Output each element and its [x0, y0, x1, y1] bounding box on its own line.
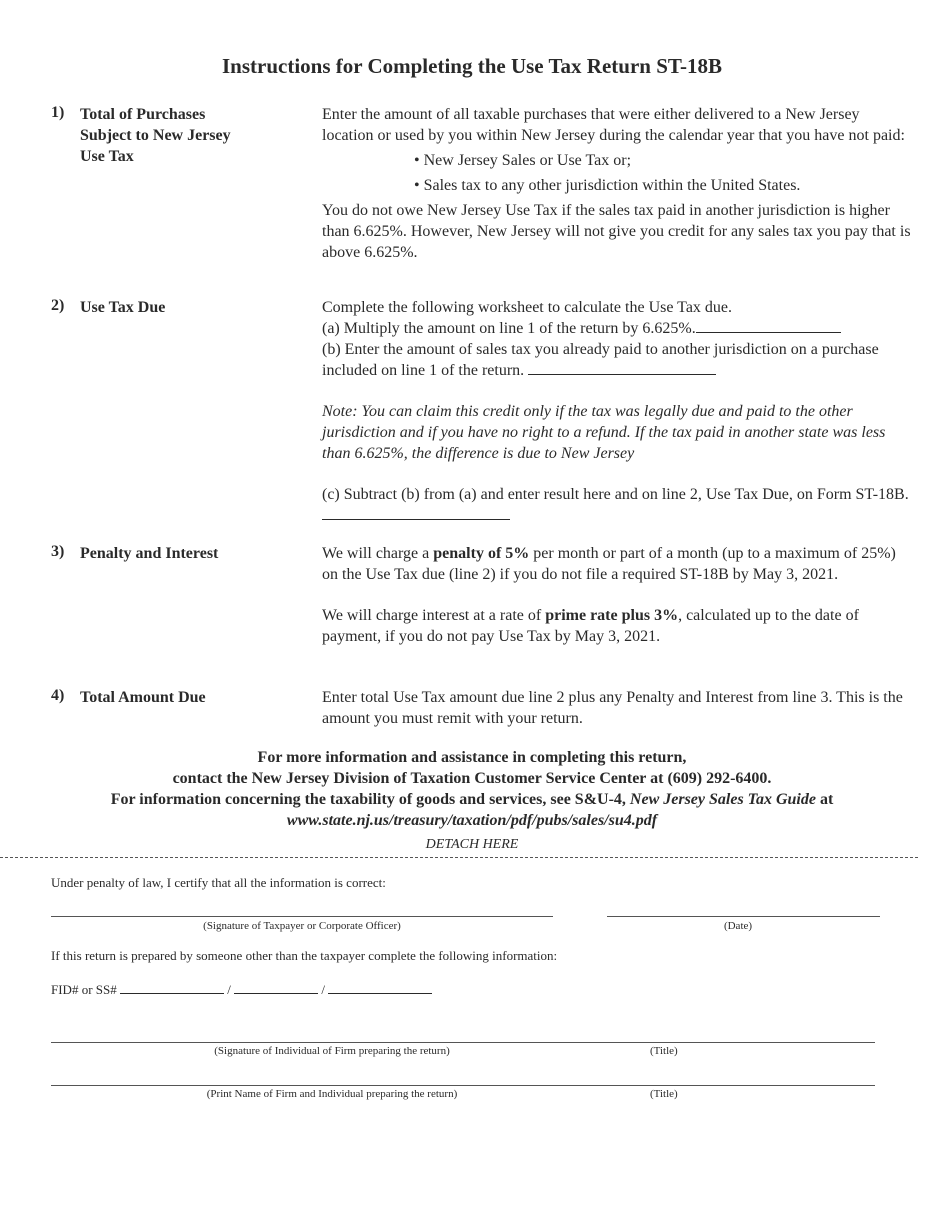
info-line: contact the New Jersey Division of Taxation Customer Service Center at (609) 292-6400.: [172, 770, 772, 787]
detach-line: [0, 857, 918, 858]
info-text: at: [815, 791, 834, 808]
worksheet-line-c-blank[interactable]: [322, 505, 510, 520]
section-2-body: [322, 297, 912, 526]
worksheet-note: Note: You can claim this credit only if the tax was legally due and paid to the other jurisdiction and if you have no right to a refund. If the tax paid in another state was less than 6.625%, the difference is due to New Jersey: [322, 403, 886, 462]
section-1-heading: [80, 104, 270, 167]
section-1-bullet: • Sales tax to any other jurisdiction within the United States.: [414, 177, 801, 194]
preparer-note: If this return is prepared by someone other than the taxpayer complete the following information:: [51, 948, 558, 963]
preparer-signature-line[interactable]: [51, 1042, 875, 1043]
guide-url[interactable]: www.state.nj.us/treasury/taxation/pdf/pubs/sales/su4.pdf: [286, 812, 658, 829]
preparer-name-label: (Print Name of Firm and Individual preparing the return): [206, 1088, 458, 1100]
worksheet-line-a-text: (a) Multiply the amount on line 1 of the return by 6.625%.: [322, 320, 696, 337]
section-1-heading-line: Total of Purchases: [80, 106, 206, 123]
section-1-body: [322, 104, 912, 263]
section-2-heading: Use Tax Due: [80, 299, 166, 316]
fid-label: FID# or SS#: [51, 982, 117, 997]
info-block: [0, 747, 944, 831]
section-1-number: 1): [51, 104, 65, 121]
date-line[interactable]: [607, 916, 880, 917]
section-1-heading-line: Subject to New Jersey: [80, 127, 231, 144]
worksheet-line-a-blank[interactable]: [696, 318, 841, 333]
fid-field: [51, 982, 432, 998]
date-label: (Date): [723, 920, 753, 932]
section-1-intro: Enter the amount of all taxable purchases that were either delivered to a New Jersey location or used by you within New Jersey during the calendar year that you have not paid:: [322, 106, 905, 144]
taxpayer-signature-label: (Signature of Taxpayer or Corporate Officer): [203, 920, 401, 932]
info-line: For more information and assistance in completing this return,: [257, 749, 687, 766]
worksheet-line-b-blank[interactable]: [528, 360, 716, 375]
preparer-signature-label: (Signature of Individual of Firm preparing the return): [214, 1045, 450, 1057]
penalty-paragraph: [322, 543, 912, 585]
page-title: Instructions for Completing the Use Tax Return ST-18B: [222, 54, 722, 78]
info-line: [0, 789, 944, 810]
worksheet-line-b: [322, 339, 912, 381]
guide-title: New Jersey Sales Tax Guide: [629, 791, 816, 808]
interest-text: We will charge interest at a rate of: [322, 607, 546, 624]
taxpayer-signature-line[interactable]: [51, 916, 553, 917]
section-2-number: 2): [51, 297, 65, 314]
interest-rate: prime rate plus 3%: [545, 607, 679, 624]
penalty-text: We will charge a: [322, 545, 434, 562]
fid-separator: /: [227, 982, 231, 997]
worksheet-line-c: [322, 484, 912, 526]
section-4-number: 4): [51, 687, 65, 704]
detach-label: DETACH HERE: [425, 837, 519, 852]
fid-separator: /: [321, 982, 325, 997]
worksheet-line-c-text: (c) Subtract (b) from (a) and enter result here and on line 2, Use Tax Due, on Form ST-18B.: [322, 486, 909, 503]
interest-text: , calculated up to the date of payment, if you do not pay Use Tax by May 3, 2021.: [322, 607, 859, 645]
preparer-title-label: (Title): [650, 1045, 678, 1057]
penalty-text: per month or part of a month (up to a maximum of 25%) on the Use Tax due (line 2) if you do not file a required ST-18B by May 3, 2021.: [322, 545, 896, 583]
section-3-number: 3): [51, 543, 65, 560]
section-3-heading: Penalty and Interest: [80, 545, 219, 562]
section-4-heading: Total Amount Due: [80, 689, 206, 706]
preparer-name-title-label: (Title): [650, 1088, 678, 1100]
section-1-outro: You do not owe New Jersey Use Tax if the sales tax paid in another jurisdiction is higher than 6.625%. However, New Jersey will not give you credit for any sales tax you pay that is above 6.625%.: [322, 202, 911, 261]
worksheet-line-b-text: (b) Enter the amount of sales tax you already paid to another jurisdiction on a purchase included on line 1 of the return.: [322, 341, 879, 379]
interest-paragraph: [322, 605, 912, 647]
preparer-name-line[interactable]: [51, 1085, 875, 1086]
fid-part-3[interactable]: [328, 983, 432, 994]
fid-part-1[interactable]: [120, 983, 224, 994]
penalty-rate: penalty of 5%: [433, 545, 530, 562]
info-text: For information concerning the taxability of goods and services, see S&U-4,: [110, 791, 630, 808]
section-4-body: Enter total Use Tax amount due line 2 plus any Penalty and Interest from line 3. This is the amount you must remit with your return.: [322, 689, 903, 727]
certify-statement: Under penalty of law, I certify that all the information is correct:: [51, 875, 386, 890]
section-1-heading-line: Use Tax: [80, 148, 134, 165]
worksheet-intro: Complete the following worksheet to calculate the Use Tax due.: [322, 299, 733, 316]
fid-part-2[interactable]: [234, 983, 318, 994]
worksheet-line-a: [322, 318, 912, 339]
section-1-bullet: • New Jersey Sales or Use Tax or;: [414, 152, 632, 169]
section-3-body: [322, 543, 912, 647]
